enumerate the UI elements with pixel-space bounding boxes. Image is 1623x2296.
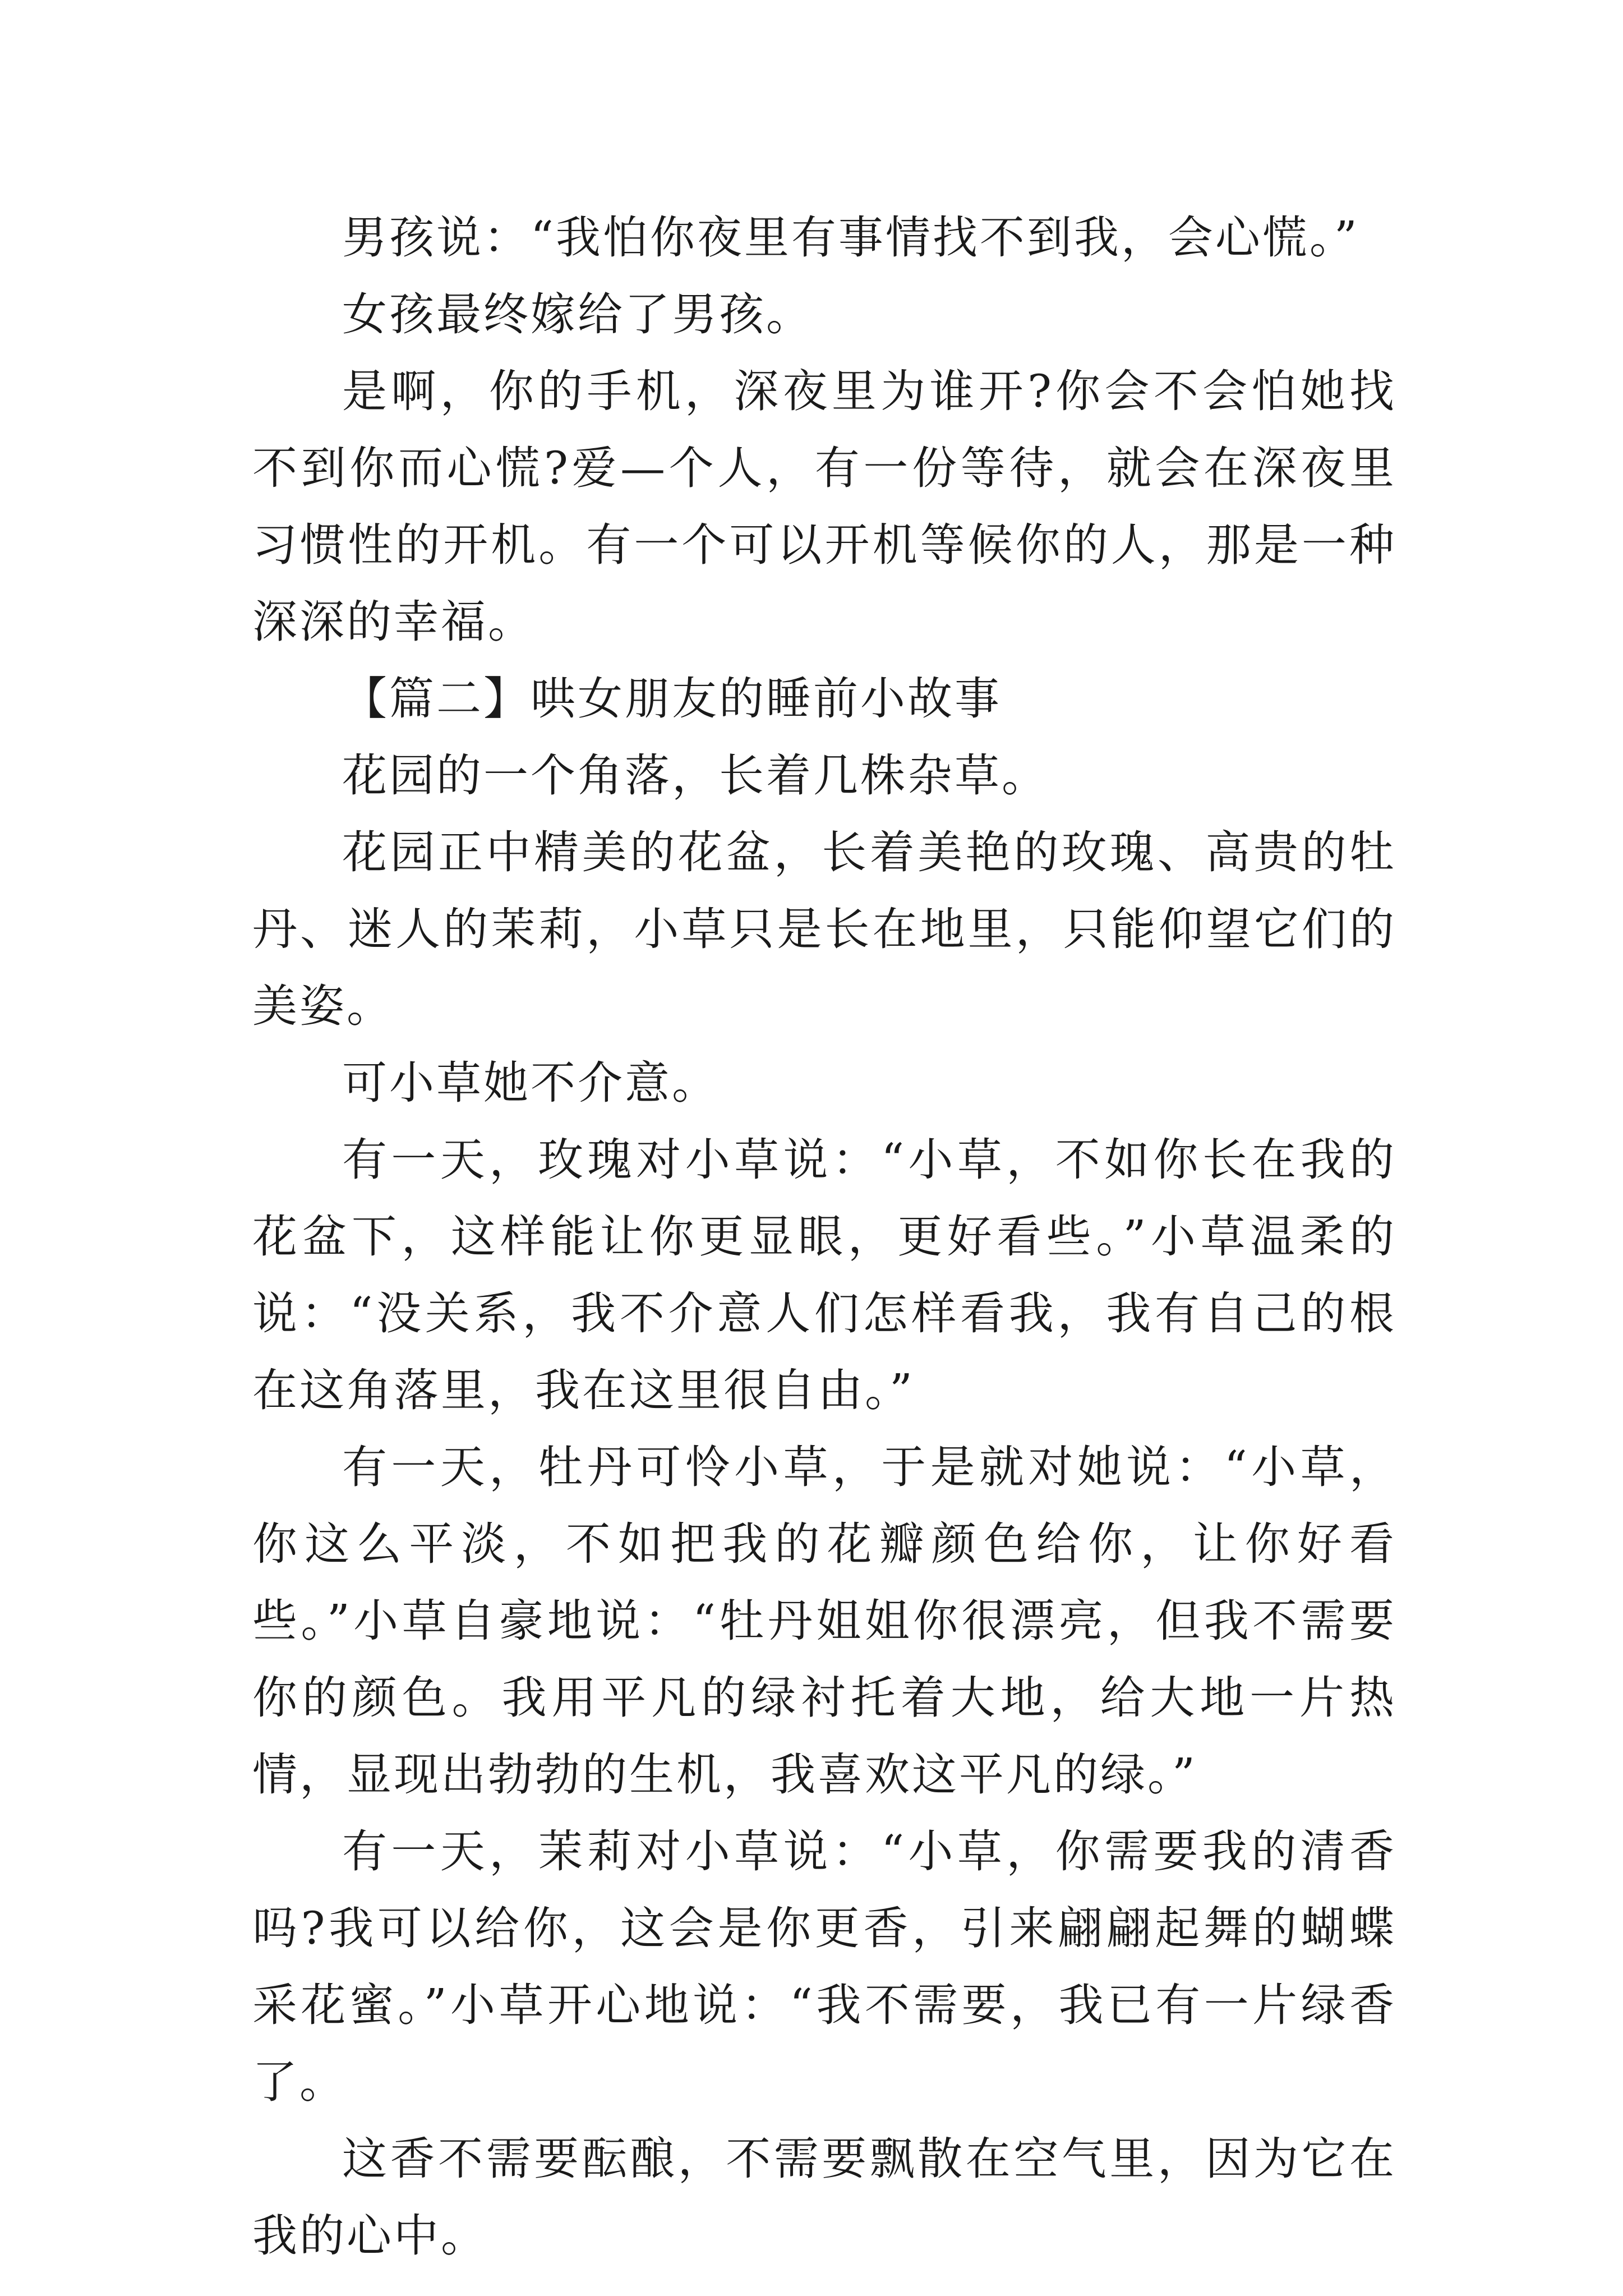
paragraph: 有一天，玫瑰对小草说：“小草，不如你长在我的花盆下，这样能让你更显眼，更好看些。”小草温柔的说：“没关系，我不介意人们怎样看我，我有自己的根在这角落里，我在这里很自由。”	[252, 1134, 1396, 1416]
paragraph: 有一天，茉莉对小草说：“小草，你需要我的清香吗?我可以给你，这会是你更香，引来翩翩起舞的蝴蝶采花蜜。”小草开心地说：“我不需要，我已有一片绿香了。	[252, 1825, 1396, 2108]
body-text	[252, 199, 1396, 2274]
paragraph: 有一天，牡丹可怜小草，于是就对她说：“小草，你这么平淡，不如把我的花瓣颜色给你，让你好看些。”小草自豪地说：“牡丹姐姐你很漂亮，但我不需要你的颜色。我用平凡的绿衬托着大地，给大地一片热情，显现出勃勃的生机，我喜欢这平凡的绿。”	[252, 1441, 1396, 1801]
paragraph: 花园正中精美的花盆，长着美艳的玫瑰、高贵的牡丹、迷人的茉莉，小草只是长在地里，只能仰望它们的美姿。	[252, 826, 1396, 1032]
paragraph: 女孩最终嫁给了男孩。	[342, 288, 813, 341]
paragraph: 花园的一个角落，长着几株杂草。	[342, 749, 1049, 802]
section-heading: 【篇二】哄女朋友的睡前小故事	[342, 673, 1002, 725]
paragraph: 这香不需要酝酿，不需要飘散在空气里，因为它在我的心中。	[252, 2133, 1396, 2262]
paragraph: 男孩说：“我怕你夜里有事情找不到我，会心慌。”	[342, 211, 1359, 264]
paragraph: 是啊，你的手机，深夜里为谁开?你会不会怕她找不到你而心慌?爱—个人，有一份等待，就会在深夜里习惯性的开机。有一个可以开机等候你的人，那是一种深深的幸福。	[252, 365, 1396, 648]
paragraph: 可小草她不介意。	[342, 1057, 719, 1109]
